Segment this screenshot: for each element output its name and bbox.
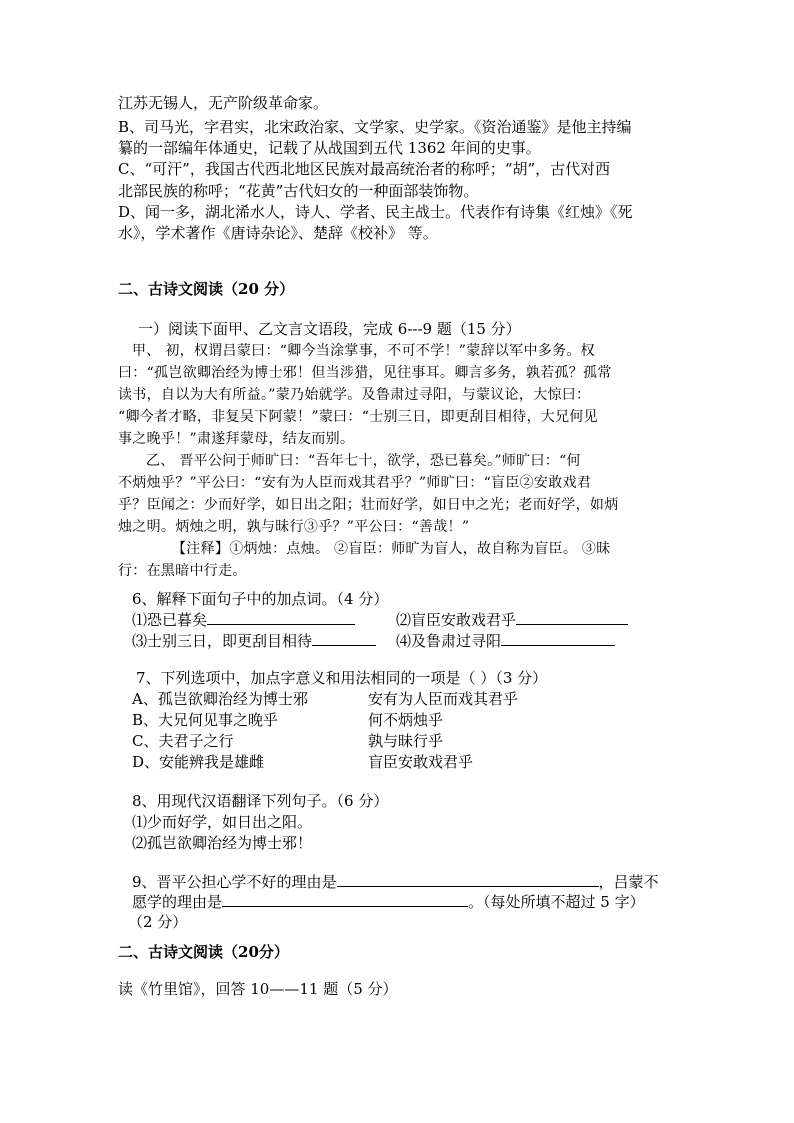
text-line: 江苏无锡人，无产阶级革命家。 [118, 94, 329, 112]
question-7-stem: 7、下列选项中，加点字意义和用法相同的一项是（ ）（3 分） [136, 669, 548, 687]
question-6-item: ⑵盲臣安敢戏君乎 [396, 610, 628, 630]
passage-line: 不炳烛乎？”平公曰：“安有为人臣而戏其君乎？”师旷曰：“盲臣②安敢戏君 [118, 475, 592, 491]
passage-line: 乙、 晋平公问于师旷曰：“吾年七十，欲学，恐已暮矣。”师旷曰：“何 [146, 453, 581, 469]
passage-line: 乎？臣闻之：少而好学，如日出之阳；壮而好学，如日中之光；老而好学，如炳 [118, 497, 619, 513]
text-line: 北部民族的称呼；“花黄”古代妇女的一种面部装饰物。 [118, 182, 479, 200]
answer-blank[interactable] [207, 610, 355, 625]
passage-line: 事之晚乎！”肃遂拜蒙母，结友而别。 [118, 431, 355, 447]
question-7-option-b-right: 何不炳烛乎 [368, 711, 444, 729]
text-line: 水》，学术著作《唐诗杂论》、楚辞《校补》 等。 [118, 224, 438, 242]
question-7-option-a: A、孤岂欲卿治经为博士邪 [132, 690, 308, 708]
passage-line: “卿今者才略，非复吴下阿蒙！”蒙曰：“士别三日，即更刮目相待，大兄何见 [118, 409, 598, 425]
subsection-heading: 一）阅读下面甲、乙文言文语段，完成 6---9 题（15 分） [138, 320, 521, 338]
section-heading: 二、古诗文阅读（20分） [118, 943, 289, 961]
question-6-stem: 6、解释下面句子中的加点词。（4 分） [132, 590, 389, 608]
question-9-score: （2 分） [128, 913, 188, 931]
annotation-line: 【注释】①炳烛：点烛。 ②盲臣：师旷为盲人，故自称为盲臣。 ③昧 [172, 541, 611, 557]
question-7-option-d-right: 盲臣安敢戏君乎 [368, 753, 474, 771]
question-8-item: ⑵孤岂欲卿治经为博士邪！ [132, 834, 313, 852]
answer-blank[interactable] [501, 631, 615, 646]
question-6-item: ⑴恐已暮矣 [132, 610, 355, 630]
option-d: D、闻一多，湖北浠水人，诗人、学者、民主战士。代表作有诗集《红烛》《死 [118, 203, 633, 221]
passage-line: 曰：“孤岂欲卿治经为博士邪！但当涉猎，见往事耳。卿言多务，孰若孤？孤常 [118, 365, 612, 381]
answer-blank[interactable] [516, 610, 628, 625]
question-6-item: ⑶士别三日，即更刮目相待 [132, 631, 376, 651]
text-line: 纂的一部编年体通史，记载了从战国到五代 1362 年间的史事。 [118, 139, 541, 157]
question-7-option-d: D、安能辨我是雄雌 [132, 753, 265, 771]
question-7-option-c-right: 孰与昧行乎 [368, 732, 444, 750]
question-9-line: 9、晋平公担心学不好的理由是 ，吕蒙不 [132, 873, 659, 891]
option-c: C、“可汗”，我国古代西北地区民族对最高统治者的称呼；“胡”，古代对西 [118, 160, 611, 178]
reading-instruction: 读《竹里馆》，回答 10——11 题（5 分） [118, 980, 398, 998]
answer-blank[interactable] [337, 872, 599, 887]
section-heading: 二、古诗文阅读（20 分） [118, 280, 295, 298]
answer-blank[interactable] [222, 892, 468, 907]
question-7-option-b: B、大兄何见事之晚乎 [132, 711, 279, 729]
question-8-item: ⑴少而好学，如日出之阳。 [132, 813, 313, 831]
passage-line: 烛之明。炳烛之明，孰与昧行③乎？”平公曰：“善哉！” [118, 519, 470, 535]
passage-line: 甲、 初，权谓吕蒙曰：“卿今当涂掌事，不可不学！”蒙辞以军中多务。权 [132, 343, 595, 359]
answer-blank[interactable] [312, 631, 376, 646]
passage-line: 读书，自以为大有所益。”蒙乃始就学。及鲁肃过寻阳，与蒙议论，大惊曰： [118, 387, 591, 403]
question-9-line: 愿学的理由是 。（每处所填不超过 5 字） [132, 893, 645, 911]
question-7-option-a-right: 安有为人臣而戏其君乎 [368, 690, 519, 708]
annotation-line: 行：在黑暗中行走。 [118, 563, 247, 579]
question-8-stem: 8、用现代汉语翻译下列句子。（6 分） [132, 792, 389, 810]
option-b: B、司马光，字君实，北宋政治家、文学家、史学家。《资治通鉴》是他主持编 [118, 118, 632, 136]
question-6-item: ⑷及鲁肃过寻阳 [396, 631, 615, 651]
question-7-option-c: C、夫君子之行 [132, 732, 234, 750]
